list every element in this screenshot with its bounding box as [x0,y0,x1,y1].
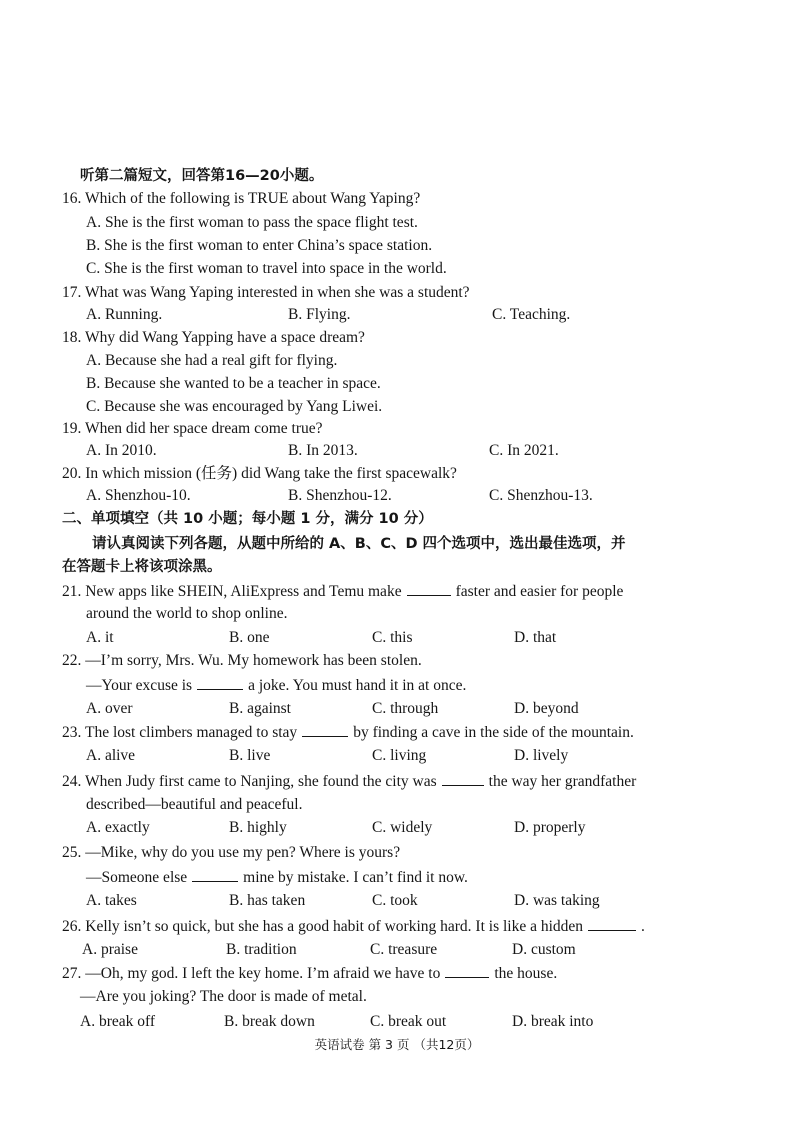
question-16-stem: 16. Which of the following is TRUE about Wang Yaping? [62,190,421,207]
question-19-stem: 19. When did her space dream come true? [62,420,323,437]
question-19-option-a: A. In 2010. [86,442,157,459]
question-22-line2-start: —Your excuse is [86,677,193,694]
question-24-stem [62,771,636,792]
answer-blank [302,722,348,737]
part2-instructions-2: 在答题卡上将该项涂黑。 [62,559,222,575]
question-26-stem-end: . [641,918,645,935]
question-25-option-a: A. takes [86,892,137,909]
question-16-option-a: A. She is the first woman to pass the space flight test. [86,214,418,231]
part2-instructions-1: 请认真阅读下列各题，从题中所给的 A、B、C、D 四个选项中，选出最佳选项，并 [92,536,626,552]
question-27-stem-start: 27. —Oh, my god. I left the key home. I’m afraid we have to [62,965,441,982]
question-26-option-a: A. praise [82,941,138,958]
question-17-option-b: B. Flying. [288,306,351,323]
question-23-option-b: B. live [229,747,271,764]
question-21-stem-line2: around the world to shop online. [86,605,288,622]
question-22-option-c: C. through [372,700,439,717]
question-20-option-b: B. Shenzhou-12. [288,487,392,504]
question-16-option-c: C. She is the first woman to travel into space in the world. [86,260,447,277]
question-21-option-b: B. one [229,629,270,646]
question-27-option-b: B. break down [224,1013,315,1030]
question-16-option-b: B. She is the first woman to enter China’s space station. [86,237,433,254]
question-25-option-d: D. was taking [514,892,600,909]
question-27-stem-line2: —Are you joking? The door is made of metal. [80,988,367,1005]
answer-blank [197,675,243,690]
question-20-option-c: C. Shenzhou-13. [489,487,593,504]
question-22-line2-end: a joke. You must hand it in at once. [248,677,467,694]
question-25-line2-end: mine by mistake. I can’t find it now. [243,869,468,886]
question-23-stem-start: 23. The lost climbers managed to stay [62,724,298,741]
question-21-option-a: A. it [86,629,114,646]
question-21-option-c: C. this [372,629,413,646]
question-23-stem [62,722,634,743]
question-25-option-c: C. took [372,892,418,909]
question-22-stem-line2 [86,675,466,696]
question-17-option-a: A. Running. [86,306,163,323]
page-footer: 英语试卷 第 3 页 （共12页） [314,1037,480,1052]
question-20-option-a: A. Shenzhou-10. [86,487,191,504]
question-23-option-a: A. alive [86,747,136,764]
question-24-option-d: D. properly [514,819,586,836]
question-27-stem [62,963,557,984]
question-22-option-b: B. against [229,700,291,717]
question-27-option-d: D. break into [512,1013,594,1030]
question-17-option-c: C. Teaching. [492,306,571,323]
question-24-stem-line2: described—beautiful and peaceful. [86,796,303,813]
question-18-option-b: B. Because she wanted to be a teacher in space. [86,375,381,392]
question-20-stem: 20. In which mission (任务) did Wang take the first spacewalk? [62,465,457,482]
question-23-stem-end: by finding a cave in the side of the mountain. [353,724,634,741]
answer-blank [442,771,484,786]
question-24-option-b: B. highly [229,819,287,836]
question-26-option-d: D. custom [512,941,576,958]
question-22-stem: 22. —I’m sorry, Mrs. Wu. My homework has been stolen. [62,652,422,669]
question-25-option-b: B. has taken [229,892,306,909]
question-24-option-c: C. widely [372,819,433,836]
question-19-option-c: C. In 2021. [489,442,559,459]
question-18-option-c: C. Because she was encouraged by Yang Liwei. [86,398,383,415]
question-21-stem [62,581,623,602]
question-23-option-d: D. lively [514,747,569,764]
section-intro: 听第二篇短文，回答第16—20小题。 [80,168,324,184]
question-17-stem: 17. What was Wang Yaping interested in when she was a student? [62,284,470,301]
question-23-option-c: C. living [372,747,427,764]
question-27-option-c: C. break out [370,1013,447,1030]
question-25-stem: 25. —Mike, why do you use my pen? Where is yours? [62,844,401,861]
question-25-line2-start: —Someone else [86,869,188,886]
question-27-option-a: A. break off [80,1013,156,1030]
question-26-stem [62,916,645,937]
question-26-option-c: C. treasure [370,941,438,958]
question-22-option-a: A. over [86,700,133,717]
question-18-stem: 18. Why did Wang Yapping have a space dream? [62,329,365,346]
question-18-option-a: A. Because she had a real gift for flying. [86,352,338,369]
answer-blank [588,916,636,931]
question-26-option-b: B. tradition [226,941,297,958]
question-19-option-b: B. In 2013. [288,442,358,459]
question-21-stem-end: faster and easier for people [455,583,624,600]
question-21-stem-start: 21. New apps like SHEIN, AliExpress and Temu make [62,583,402,600]
answer-blank [192,867,238,882]
question-27-stem-end: the house. [494,965,558,982]
question-24-option-a: A. exactly [86,819,150,836]
question-21-option-d: D. that [514,629,557,646]
question-22-option-d: D. beyond [514,700,579,717]
part2-heading: 二、单项填空（共 10 小题；每小题 1 分，满分 10 分） [62,511,433,527]
question-24-stem-start: 24. When Judy first came to Nanjing, she found the city was [62,773,437,790]
question-26-stem-start: 26. Kelly isn’t so quick, but she has a good habit of working hard. It is like a hidden [62,918,584,935]
answer-blank [445,963,489,978]
question-24-stem-end: the way her grandfather [488,773,637,790]
question-25-stem-line2 [86,867,468,888]
answer-blank [407,581,451,596]
